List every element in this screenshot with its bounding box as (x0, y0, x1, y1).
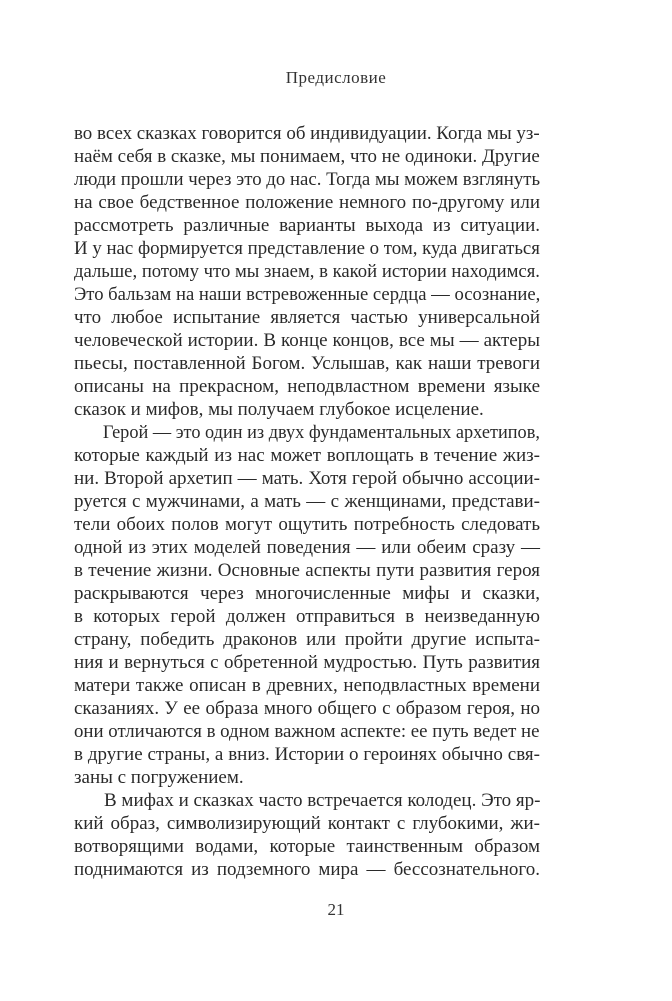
text-line: дальше, потому что мы знаем, в какой истории находимся. (74, 261, 540, 282)
text-line: поднимаются из подземного мира — бессознательного. (74, 859, 540, 880)
paragraph (74, 789, 540, 881)
text-line: заны с погружением. (74, 767, 244, 788)
text-line: страну, победить драконов или пройти другие испыта- (74, 629, 540, 650)
text-line: что любое испытание является частью универсальной (74, 307, 540, 328)
text-line: ни. Второй архетип — мать. Хотя герой обычно ассоции- (74, 468, 540, 489)
text-line: тели обоих полов могут ощутить потребность следовать (74, 514, 540, 535)
paragraph (74, 421, 540, 789)
text-line: Это бальзам на наши встревоженные сердца — осознание, (74, 284, 541, 305)
text-line: матери также описан в древних, неподвластных времени (74, 675, 540, 696)
paragraph (74, 122, 540, 421)
text-line: в которых герой должен отправиться в неизведанную (74, 606, 540, 627)
page-number: 21 (327, 900, 345, 919)
text-line: раскрываются через многочисленные мифы и сказки, (74, 583, 540, 604)
text-line: на свое бедственное положение немного по-другому или (74, 192, 540, 213)
text-line: В мифах и сказках часто встречается колодец. Это яр- (104, 790, 541, 811)
text-line: наём себя в сказке, мы понимаем, что не одиноки. Другие (74, 146, 540, 167)
text-line: рассмотреть различные варианты выхода из ситуации. (74, 215, 540, 236)
text-line: ния и вернуться с обретенной мудростью. Путь развития (74, 652, 540, 673)
text-line: кий образ, символизирующий контакт с глубокими, жи- (74, 813, 540, 834)
text-line: сказаниях. У ее образа много общего с образом героя, но (74, 698, 540, 719)
text-line: пьесы, поставленной Богом. Услышав, как наши тревоги (74, 353, 540, 374)
text-line: руется с мужчинами, а мать — с женщинами, представи- (74, 491, 540, 512)
text-line: И у нас формируется представление о том, куда двигаться (74, 238, 540, 259)
text-line: Герой — это один из двух фундаментальных архетипов, (102, 422, 540, 443)
text-line: они отличаются в одном важном аспекте: ее путь ведет не (74, 721, 540, 742)
running-head: Предисловие (285, 68, 387, 87)
text-line: во всех сказках говорится об индивидуации. Когда мы уз- (74, 123, 540, 144)
text-line: человеческой истории. В конце концов, все мы — актеры (74, 330, 540, 351)
text-line: одной из этих моделей поведения — или обеим сразу — (74, 537, 540, 558)
text-line: в другие страны, а вниз. Истории о героинях обычно свя- (74, 744, 540, 765)
text-line: сказок и мифов, мы получаем глубокое исцеление. (74, 399, 484, 420)
text-line: в течение жизни. Основные аспекты пути развития героя (74, 560, 540, 581)
text-line: вотворящими водами, которые таинственным образом (74, 836, 540, 857)
text-line: которые каждый из нас может воплощать в течение жиз- (74, 445, 540, 466)
body-text (74, 122, 540, 881)
text-line: люди прошли через это до нас. Тогда мы можем взглянуть (74, 169, 541, 190)
text-line: описаны на прекрасном, неподвластном времени языке (74, 376, 540, 397)
